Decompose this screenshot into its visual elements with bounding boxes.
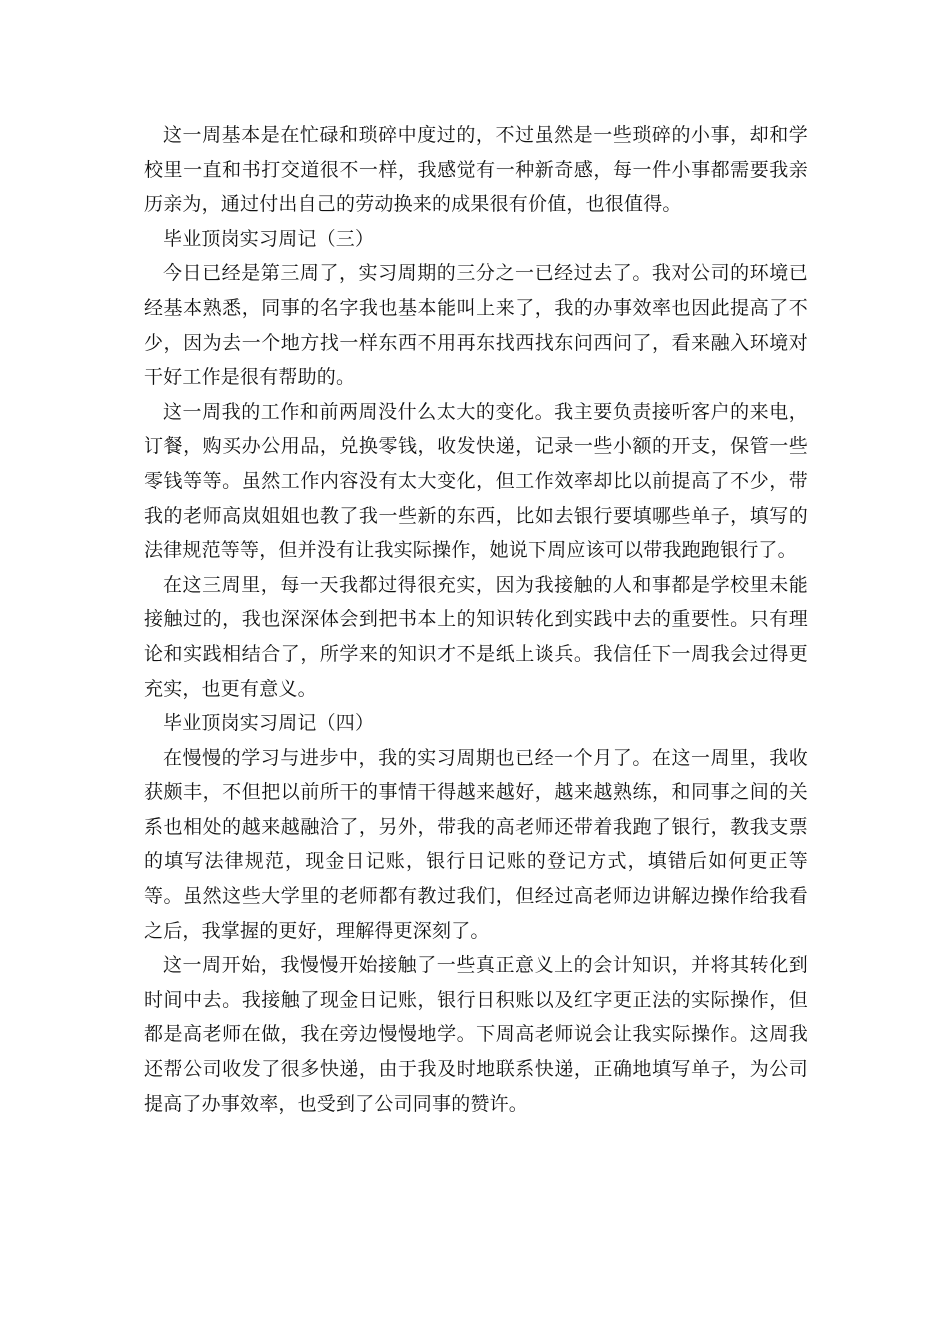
paragraph-week-three-intro: 今日已经是第三周了，实习周期的三分之一已经过去了。我对公司的环境已经基本熟悉，同事的名字我也基本能叫上来了，我的办事效率也因此提高了不少，因为去一个地方找一样东西不用再东找西找东问西问了，看来融入环境对干好工作是很有帮助的。 <box>144 262 808 389</box>
paragraph-week-four-work: 这一周开始，我慢慢开始接触了一些真正意义上的会计知识，并将其转化到时间中去。我接触了现金日记账，银行日积账以及红字更正法的实际操作，但都是高老师在做，我在旁边慢慢地学。下周高老师说会让我实际操作。这周我还帮公司收发了很多快递，由于我及时地联系快递，正确地填写单子，为公司提高了办事效率，也受到了公司同事的赞许。 <box>144 954 808 1115</box>
paragraph-week-two-summary: 这一周基本是在忙碌和琐碎中度过的，不过虽然是一些琐碎的小事，却和学校里一直和书打交道很不一样，我感觉有一种新奇感，每一件小事都需要我亲历亲为，通过付出自己的劳动换来的成果很有价值，也很值得。 <box>144 124 808 216</box>
heading-week-three: 毕业顶岗实习周记（三） <box>163 227 375 250</box>
document-body <box>144 118 808 1121</box>
paragraph-week-three-work: 这一周我的工作和前两周没什么太大的变化。我主要负责接听客户的来电，订餐，购买办公用品，兑换零钱，收发快递，记录一些小额的开支，保管一些零钱等等。虽然工作内容没有太大变化，但工作效率却比以前提高了不少，带我的老师高岚姐姐也教了我一些新的东西，比如去银行要填哪些单子，填写的法律规范等等，但并没有让我实际操作，她说下周应该可以带我跑跑银行了。 <box>144 400 808 562</box>
paragraph-week-four-intro: 在慢慢的学习与进步中，我的实习周期也已经一个月了。在这一周里，我收获颇丰，不但把以前所干的事情干得越来越好，越来越熟练，和同事之间的关系也相处的越来越融洽了，另外，带我的高老师还带着我跑了银行，教我支票的填写法律规范，现金日记账，银行日记账的登记方式，填错后如何更正等等。虽然这些大学里的老师都有教过我们，但经过高老师边讲解边操作给我看之后，我掌握的更好，理解得更深刻了。 <box>144 746 808 942</box>
paragraph-week-three-reflection: 在这三周里，每一天我都过得很充实，因为我接触的人和事都是学校里未能接触过的，我也深深体会到把书本上的知识转化到实践中去的重要性。只有理论和实践相结合了，所学来的知识才不是纸上谈兵。我信任下一周我会过得更充实，也更有意义。 <box>144 573 808 700</box>
heading-week-four: 毕业顶岗实习周记（四） <box>163 712 375 735</box>
